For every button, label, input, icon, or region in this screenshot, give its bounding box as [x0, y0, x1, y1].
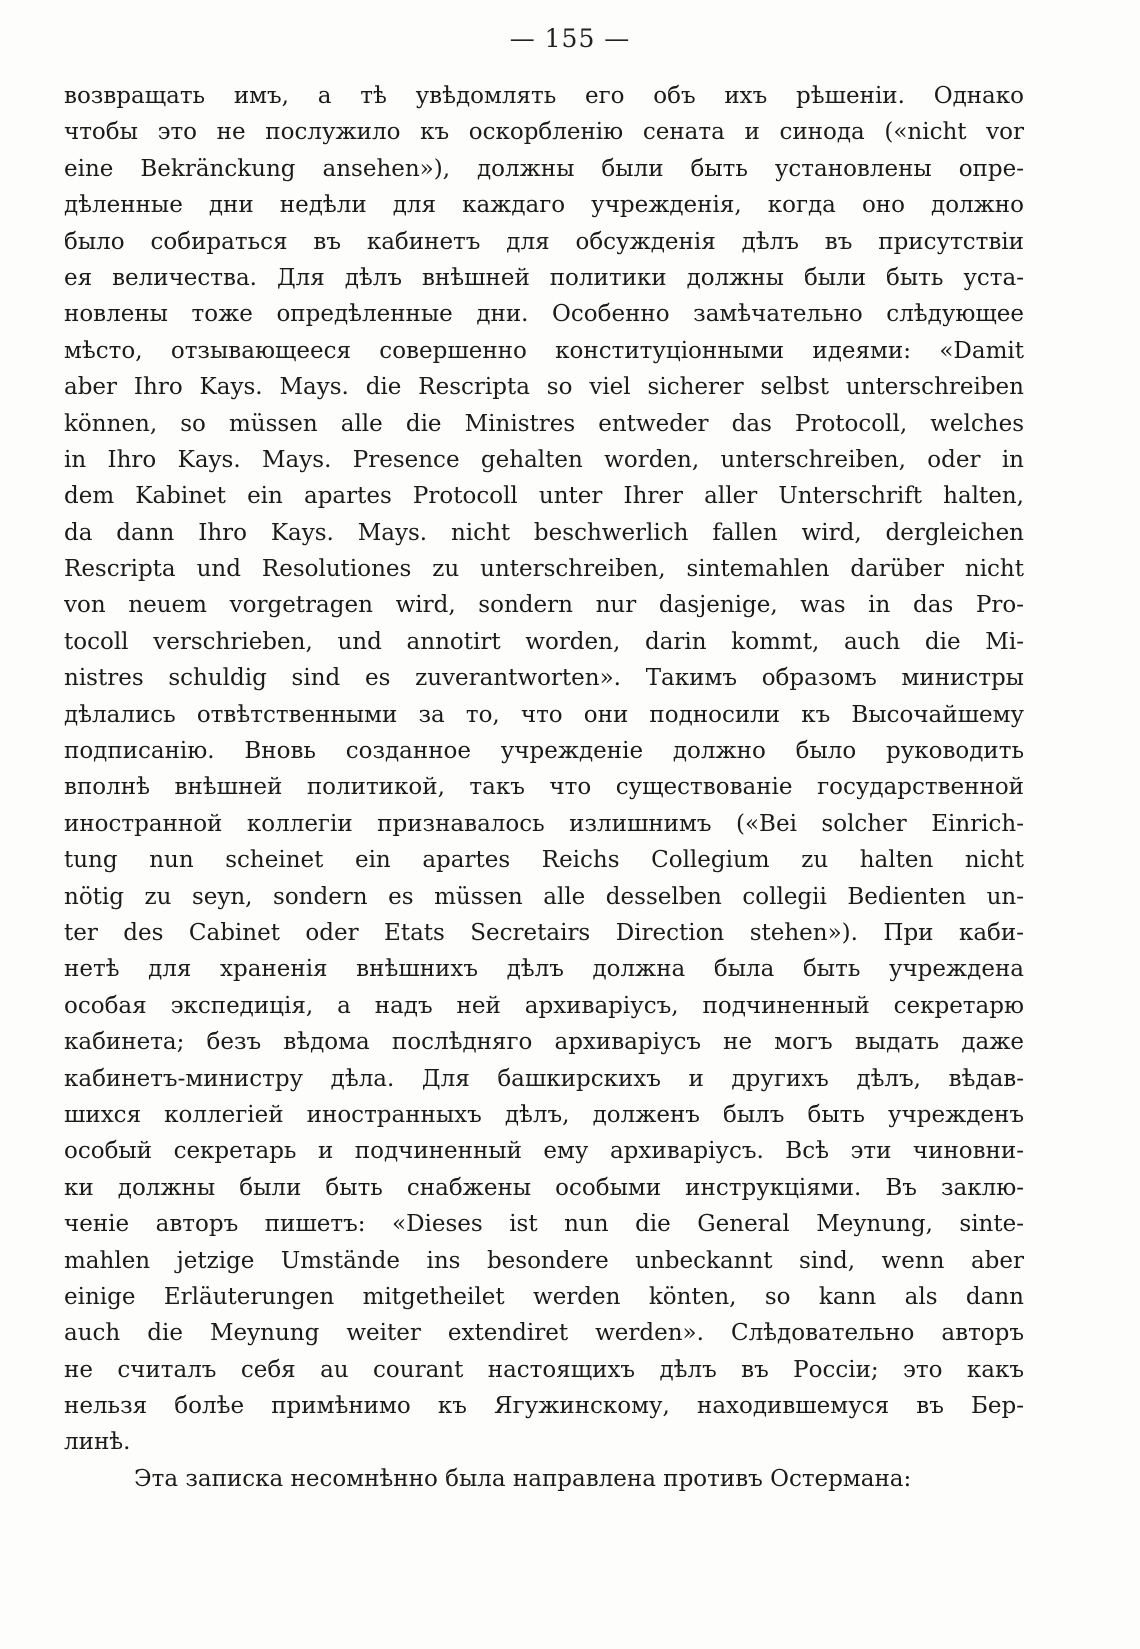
text-line: dem Kabinet ein apartes Protocoll unter Ihrer aller Unterschrift halten, [64, 483, 1024, 510]
text-line: кабинетъ-министру дѣла. Для башкирскихъ и другихъ дѣлъ, вѣдав- [64, 1065, 1024, 1092]
text-line: линѣ. [64, 1429, 131, 1456]
text-line: подписанію. Вновь созданное учрежденіе должно было руководить [64, 738, 1024, 765]
text-line: дѣленные дни недѣли для каждаго учрежденія, когда оно должно [64, 192, 1024, 219]
text-line: особая экспедиція, а надъ ней архиваріусъ, подчиненный секретарю [64, 992, 1024, 1019]
text-line: in Ihro Kays. Mays. Presence gehalten worden, unterschreiben, oder in [64, 446, 1024, 473]
text-line: Rescripta und Resolutiones zu unterschreiben, sintemahlen darüber nicht [64, 556, 1024, 583]
text-line: не считалъ себя au courant настоящихъ дѣлъ въ Россіи; это какъ [64, 1356, 1024, 1383]
text-line: чтобы это не послужило къ оскорбленію сената и синода («nicht vor [64, 119, 1024, 146]
text-line: tung nun scheinet ein apartes Reichs Collegium zu halten nicht [64, 847, 1024, 874]
text-line: вполнѣ внѣшней политикой, такъ что существованіе государственной [64, 774, 1024, 801]
text-line: ченіе авторъ пишетъ: «Dieses ist nun die General Meynung, sinte- [64, 1211, 1024, 1238]
text-line: кабинета; безъ вѣдома послѣдняго архиваріусъ не могъ выдать даже [64, 1029, 1024, 1056]
text-line: aber Ihro Kays. Mays. die Rescripta so viel sicherer selbst unterschreiben [64, 374, 1024, 401]
text-line: дѣлались отвѣтственными за то, что они подносили къ Высочайшему [64, 701, 1024, 728]
text-line: einige Erläuterungen mitgetheilet werden könten, so kann als dann [64, 1283, 1024, 1310]
text-line: особый секретарь и подчиненный ему архиваріусъ. Всѣ эти чиновни- [64, 1138, 1024, 1165]
text-line: было собираться въ кабинетъ для обсужденія дѣлъ въ присутствіи [64, 228, 1024, 255]
text-line: новлены тоже опредѣленные дни. Особенно замѣчательно слѣдующее [64, 301, 1024, 328]
text-line: ки должны были быть снабжены особыми инструкціями. Въ заклю- [64, 1174, 1024, 1201]
text-line: von neuem vorgetragen wird, sondern nur dasjenige, was in das Pro- [64, 592, 1024, 619]
text-line: ter des Cabinet oder Etats Secretairs Direction stehen»). При каби- [64, 919, 1024, 946]
text-line: нетѣ для храненія внѣшнихъ дѣлъ должна была быть учреждена [64, 956, 1024, 983]
text-line: нельзя болѣе примѣнимо къ Ягужинскому, находившемуся въ Бер- [64, 1393, 1024, 1420]
text-line: ея величества. Для дѣлъ внѣшней политики должны были быть уста- [64, 264, 1024, 291]
text-line: können, so müssen alle die Ministres entweder das Protocoll, welches [64, 410, 1024, 437]
text-line: nötig zu seyn, sondern es müssen alle desselben collegii Bedienten un- [64, 883, 1024, 910]
text-line: возвращать имъ, а тѣ увѣдомлять его объ ихъ рѣшеніи. Однако [64, 83, 1024, 109]
text-line: nistres schuldig sind es zuverantworten». Такимъ образомъ министры [64, 665, 1024, 692]
text-line: шихся коллегіей иностранныхъ дѣлъ, долженъ былъ быть учрежденъ [64, 1101, 1024, 1128]
text-line: мѣсто, отзывающееся совершенно конституціонными идеями: «Damit [64, 337, 1024, 364]
page-number: — 155 — [509, 24, 631, 53]
text-line: иностранной коллегіи признавалось излишнимъ («Bei solcher Einrich- [64, 810, 1024, 837]
text-line: da dann Ihro Kays. Mays. nicht beschwerlich fallen wird, dergleichen [64, 519, 1024, 546]
text-line: mahlen jetzige Umstände ins besondere unbeckannt sind, wenn aber [64, 1247, 1024, 1274]
text-line: eine Bekränckung ansehen»), должны были быть установлены опре- [64, 155, 1024, 182]
text-line: tocoll verschrieben, und annotirt worden, darin kommt, auch die Mi- [64, 628, 1024, 655]
paragraph-start-line: Эта записка несомнѣнно была направлена противъ Остермана: [134, 1465, 912, 1492]
text-line: auch die Meynung weiter extendiret werden». Слѣдовательно авторъ [64, 1320, 1024, 1347]
body-text [64, 78, 1024, 1497]
